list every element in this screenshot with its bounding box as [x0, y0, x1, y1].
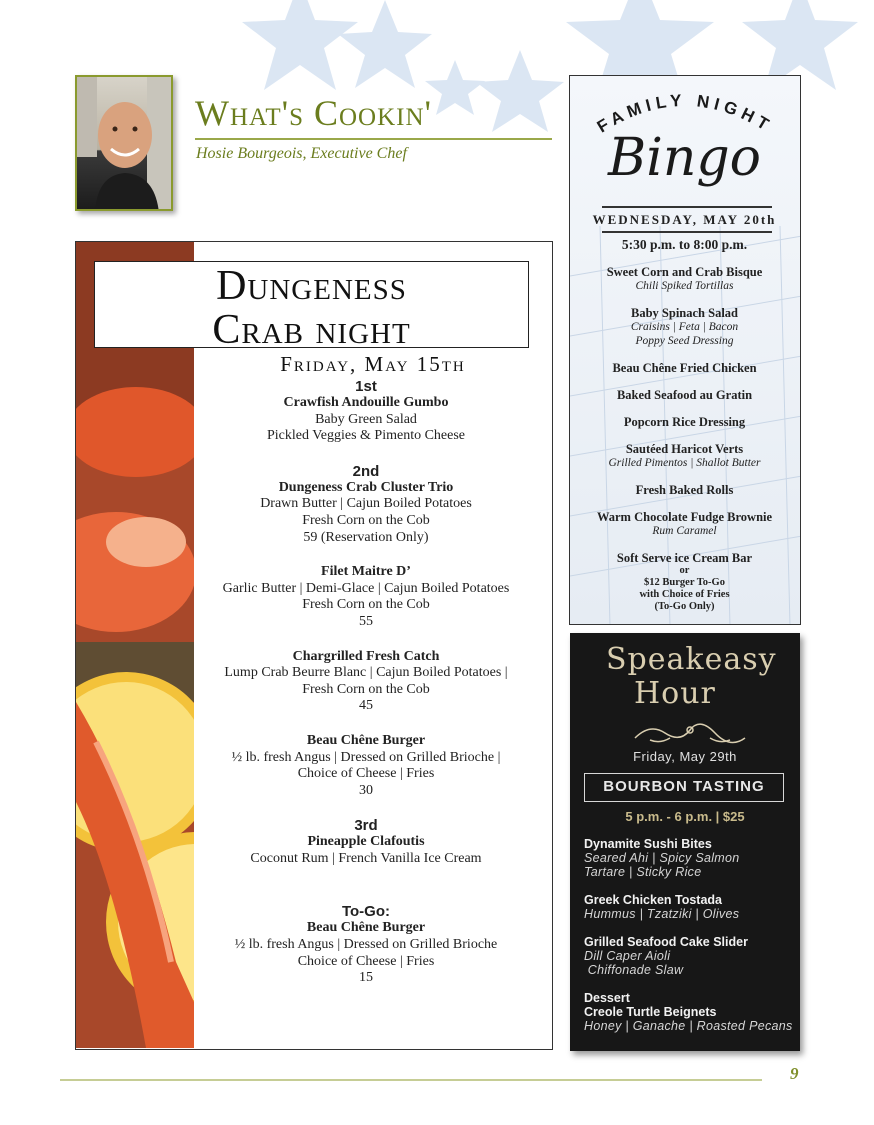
menu-line: ½ lb. fresh Angus | Dressed on Grilled Brioche | [231, 749, 501, 765]
speakeasy-title-line2: Hour [634, 676, 716, 711]
crab-title-box [94, 261, 529, 353]
crab-menu [201, 378, 531, 987]
speakeasy-panel [570, 633, 800, 1051]
family-night-arc-text [570, 76, 799, 136]
menu-dish: Beau Chêne Burger [306, 920, 426, 936]
menu-line: Hummus | Tzatziki | Olives [584, 907, 740, 921]
chef-photo [75, 75, 173, 211]
menu-line: Pickled Veggies & Pimento Cheese [266, 428, 466, 444]
menu-line: Drawn Butter | Cajun Boiled Potatoes [260, 496, 472, 512]
speakeasy-title [606, 643, 777, 711]
menu-line: Honey | Ganache | Roasted Pecans [584, 1019, 793, 1033]
menu-dish: Beau Chêne Burger [306, 732, 426, 748]
star-shape [338, 0, 432, 88]
menu-dish: Sweet Corn and Crab Bisque [606, 265, 763, 279]
bourbon-tasting-banner: BOURBON TASTING [584, 773, 784, 802]
menu-dish: Beau Chêne Fried Chicken [612, 361, 757, 375]
menu-line: Chiffonade Slaw [584, 963, 684, 977]
crab-date: Friday, May 15th [280, 352, 466, 376]
dessert-label: Dessert [584, 991, 630, 1005]
star-shape [425, 60, 485, 115]
bingo-panel [569, 75, 801, 625]
menu-dish: Dynamite Sushi Bites [584, 837, 712, 851]
course-label: 1st [355, 378, 377, 395]
menu-line: Seared Ahi | Spicy Salmon [584, 851, 740, 865]
chef-byline: Hosie Bourgeois, Executive Chef [196, 145, 407, 162]
menu-dish: Grilled Seafood Cake Slider [584, 935, 748, 949]
menu-line: 15 [359, 970, 373, 986]
menu-line: (To-Go Only) [654, 601, 715, 612]
menu-dish: Baby Spinach Salad [631, 306, 738, 320]
menu-line: 55 [359, 613, 373, 629]
speakeasy-title-line1: Speakeasy [606, 642, 777, 677]
menu-line: Poppy Seed Dressing [635, 335, 734, 347]
menu-dish: Greek Chicken Tostada [584, 893, 723, 907]
menu-line: Craisins | Feta | Bacon [630, 321, 739, 333]
menu-line: $12 Burger To-Go [644, 577, 725, 588]
menu-dish: Crawfish Andouille Gumbo [283, 395, 449, 410]
menu-line: Chili Spiked Tortillas [635, 280, 734, 292]
bingo-time: 5:30 p.m. to 8:00 p.m. [621, 237, 748, 252]
menu-line: Tartare | Sticky Rice [584, 865, 702, 879]
star-shape [242, 0, 358, 90]
speakeasy-time: 5 p.m. - 6 p.m. | $25 [625, 809, 745, 824]
menu-dish: Pineapple Clafoutis [307, 834, 425, 850]
menu-line: Fresh Corn on the Cob [302, 681, 430, 697]
ornament-flourish-icon [630, 718, 750, 746]
course-label: 3rd [354, 817, 378, 835]
menu-dish: Warm Chocolate Fudge Brownie [596, 510, 773, 524]
menu-dish: Creole Turtle Beignets [584, 1005, 717, 1019]
bingo-date: WEDNESDAY, MAY 20th [592, 212, 777, 227]
menu-line: Baby Green Salad [315, 411, 417, 427]
menu-line: Rum Caramel [652, 525, 717, 537]
menu-line: Garlic Butter | Demi-Glace | Cajun Boiled Potatoes [222, 580, 510, 596]
menu-line: ½ lb. fresh Angus | Dressed on Grilled Brioche [234, 937, 498, 953]
speakeasy-menu [584, 837, 796, 1033]
menu-line: or [679, 565, 690, 576]
course-label: To-Go: [341, 903, 391, 921]
title-divider [195, 138, 552, 140]
menu-line: Grilled Pimentos | Shallot Butter [608, 457, 761, 469]
menu-line: Fresh Corn on the Cob [302, 512, 430, 528]
menu-line: Choice of Cheese | Fries [297, 766, 435, 782]
menu-line: Coconut Rum | French Vanilla Ice Cream [250, 850, 482, 866]
family-night-text: FAMILY NIGHT [593, 90, 777, 136]
page-number: 9 [790, 1064, 799, 1083]
menu-dish: Fresh Baked Rolls [635, 483, 734, 497]
speakeasy-date: Friday, May 29th [633, 749, 737, 764]
menu-line: Fresh Corn on the Cob [302, 597, 430, 613]
menu-dish: Filet Maitre D’ [321, 564, 411, 580]
menu-line: Lump Crab Beurre Blanc | Cajun Boiled Potatoes | [224, 665, 508, 681]
menu-dish: Sautéed Haricot Verts [625, 442, 744, 456]
menu-dish: Baked Seafood au Gratin [616, 388, 753, 402]
bingo-divider [602, 206, 772, 208]
bingo-menu [570, 265, 799, 613]
menu-dish: Chargrilled Fresh Catch [292, 648, 440, 664]
menu-line: Dill Caper Aioli [584, 949, 671, 963]
footer-divider [60, 1079, 762, 1081]
crab-night-panel [75, 241, 553, 1050]
menu-line: with Choice of Fries [639, 589, 730, 600]
menu-line: 30 [359, 782, 373, 798]
menu-line: 45 [359, 698, 373, 714]
menu-dish: Dungeness Crab Cluster Trio [278, 479, 454, 495]
course-label: 2nd [352, 462, 380, 480]
page-title: What's Cookin' [195, 93, 433, 133]
bingo-divider [602, 231, 772, 233]
crab-title-line1: Dungeness [216, 263, 407, 309]
crab-lemon-image [76, 242, 194, 1048]
bingo-title: Bingo [608, 128, 761, 188]
menu-dish: Soft Serve ice Cream Bar [616, 551, 753, 565]
star-shape [476, 50, 564, 132]
menu-dish: Popcorn Rice Dressing [623, 415, 746, 429]
menu-line: Choice of Cheese | Fries [297, 953, 435, 969]
crab-title-line2: Crab night [212, 307, 411, 353]
menu-line: 59 (Reservation Only) [303, 529, 429, 545]
